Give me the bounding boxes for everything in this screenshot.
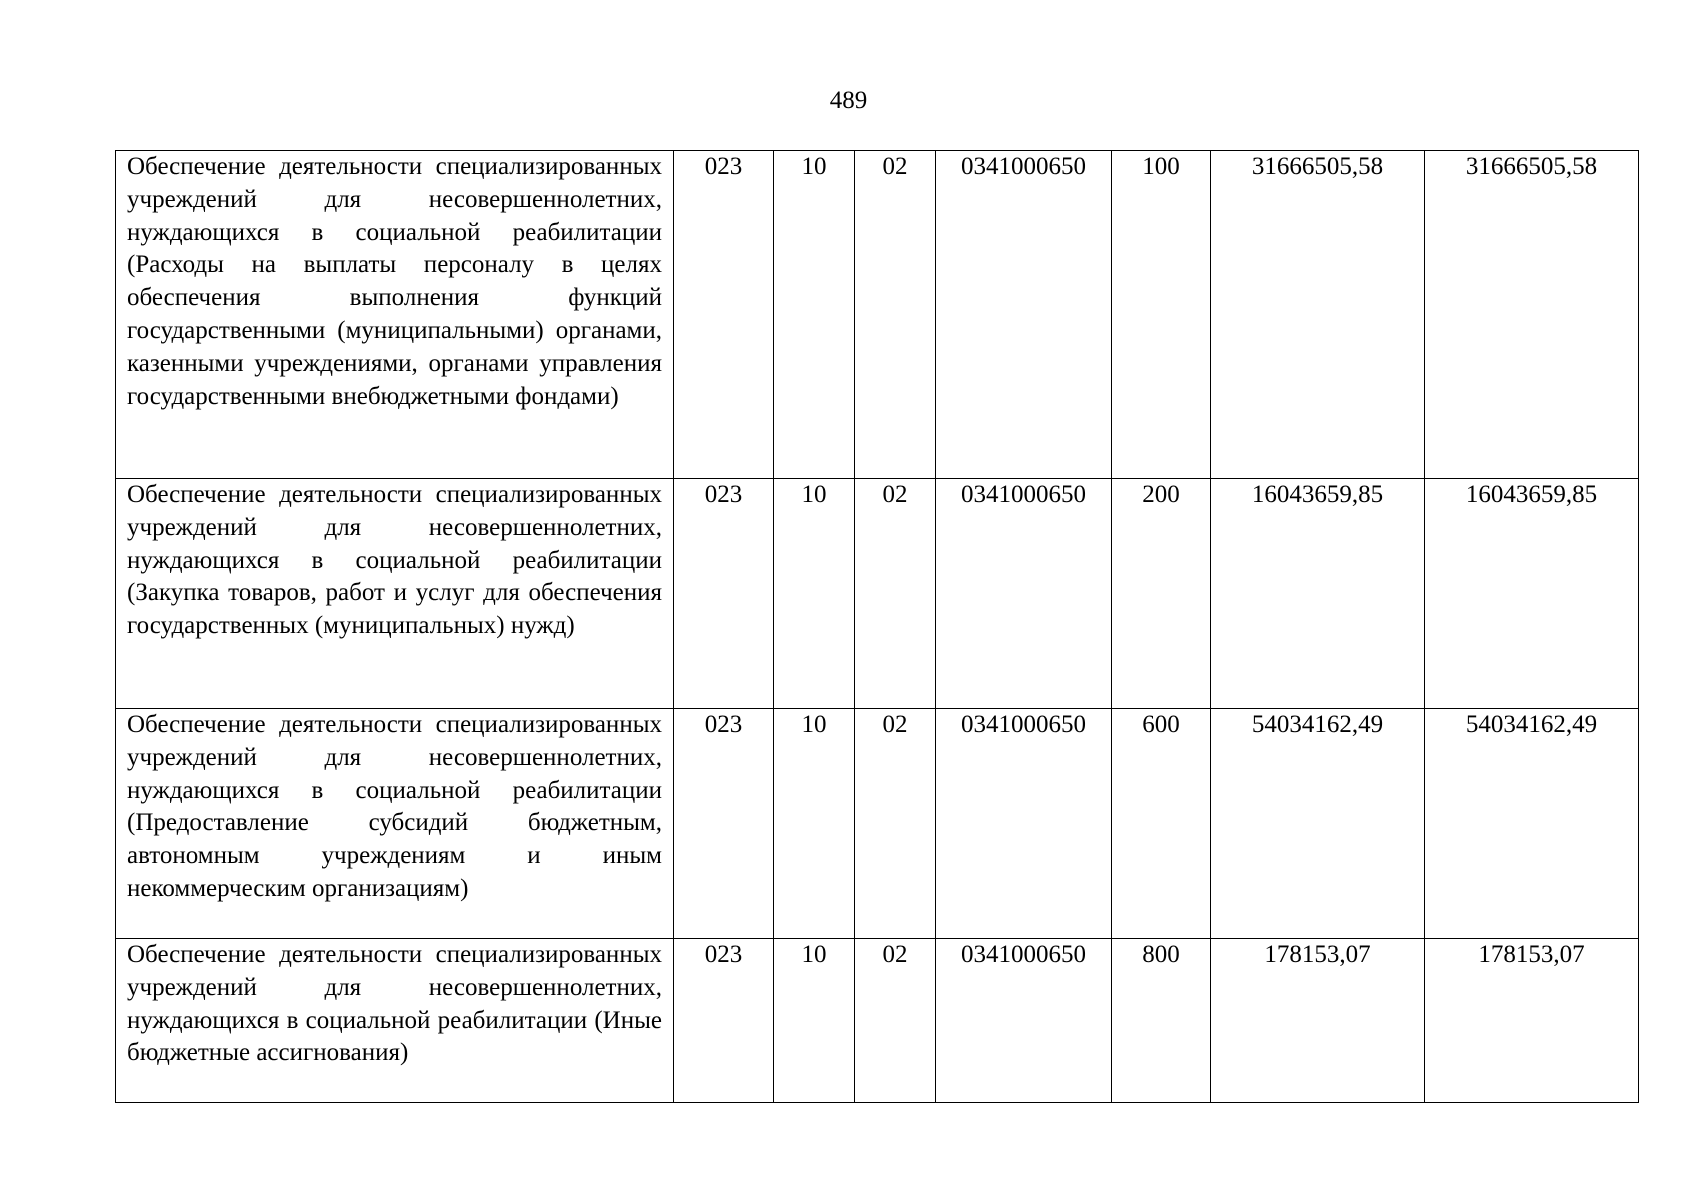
subsection-code: 02	[855, 709, 936, 939]
page-number: 489	[829, 87, 868, 114]
subsection-code: 02	[855, 939, 936, 1103]
ministry-code: 023	[674, 709, 774, 939]
ministry-code: 023	[674, 939, 774, 1103]
row-description: Обеспечение деятельности специализированных учреждений для несовершеннолетних, нуждающихся в социальной реабилитации (Расходы на выплаты персоналу в целях обеспечения выполнения функций государственными (муниципальными) органами, казенными учреждениями, органами управления государственными внебюджетными фондами)	[116, 151, 674, 479]
section-code: 10	[774, 709, 855, 939]
amount-1: 16043659,85	[1211, 479, 1425, 709]
row-description: Обеспечение деятельности специализированных учреждений для несовершеннолетних, нуждающихся в социальной реабилитации (Иные бюджетные ассигнования)	[116, 939, 674, 1103]
amount-1: 178153,07	[1211, 939, 1425, 1103]
ministry-code: 023	[674, 151, 774, 479]
subsection-code: 02	[855, 151, 936, 479]
target-article-code: 0341000650	[936, 151, 1112, 479]
amount-1: 31666505,58	[1211, 151, 1425, 479]
table-row	[116, 709, 1639, 939]
row-description: Обеспечение деятельности специализированных учреждений для несовершеннолетних, нуждающихся в социальной реабилитации (Предоставление субсидий бюджетным, автономным учреждениям и иным некоммерческим организациям)	[116, 709, 674, 939]
expense-type-code: 200	[1112, 479, 1211, 709]
amount-2: 16043659,85	[1425, 479, 1639, 709]
target-article-code: 0341000650	[936, 479, 1112, 709]
row-description: Обеспечение деятельности специализированных учреждений для несовершеннолетних, нуждающихся в социальной реабилитации (Закупка товаров, работ и услуг для обеспечения государственных (муниципальных) нужд)	[116, 479, 674, 709]
section-code: 10	[774, 939, 855, 1103]
ministry-code: 023	[674, 479, 774, 709]
amount-2: 54034162,49	[1425, 709, 1639, 939]
amount-1: 54034162,49	[1211, 709, 1425, 939]
section-code: 10	[774, 479, 855, 709]
expense-type-code: 600	[1112, 709, 1211, 939]
budget-table	[115, 150, 1639, 1103]
target-article-code: 0341000650	[936, 709, 1112, 939]
table-row	[116, 151, 1639, 479]
section-code: 10	[774, 151, 855, 479]
amount-2: 31666505,58	[1425, 151, 1639, 479]
table-row	[116, 479, 1639, 709]
amount-2: 178153,07	[1425, 939, 1639, 1103]
expense-type-code: 100	[1112, 151, 1211, 479]
table-row	[116, 939, 1639, 1103]
subsection-code: 02	[855, 479, 936, 709]
expense-type-code: 800	[1112, 939, 1211, 1103]
target-article-code: 0341000650	[936, 939, 1112, 1103]
